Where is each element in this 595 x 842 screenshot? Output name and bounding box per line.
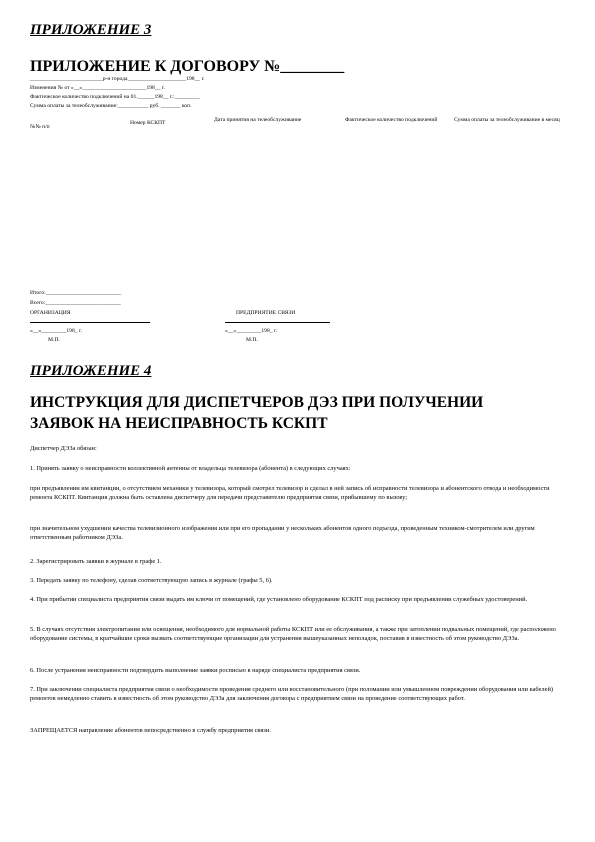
- col-header-kskpt: Номер КСКПТ: [130, 120, 166, 126]
- col-header-num: №№ п/п: [30, 124, 50, 130]
- paragraph-7: 7. При заключении специалиста предприятия связи о необходимости проведения среднего или восстановительного (при поломании или умышленном повреждении оборудования или кабелей) ремонтов немедленно ставить в известность об этом руководство ДЭЗа для заключения договора с предприятием связи на проведение соответствующих работ.: [30, 686, 553, 702]
- change-line: Изменения № от «__»_______________________198__ г.: [30, 85, 165, 91]
- col-header-date: Дата принятия на телеобслуживание: [214, 117, 302, 123]
- actual-count-line: Фактическое количество подключений на 01.______198__ г.:_________: [30, 94, 200, 100]
- all-line: Всего:___________________________: [30, 300, 121, 306]
- paragraph-1b: при значительном ухудшении качества телевизионного изображения или при его пропадании у нескольких абонентов одного подъезда, проведенным техником-смотрителем или другим ответственным работником ДЭЗа.: [30, 525, 535, 541]
- paragraph-2: 2. Зарегистрировать заявки в журнале в графе 1.: [30, 558, 162, 565]
- paragraph-6: 6. После устранения неисправности подтвердить выполнение заявки росписью в наряде специалиста предприятия связи.: [30, 667, 361, 674]
- payment-sum-line: Сумма оплаты за телеобслуживание:___________ руб. _______ коп.: [30, 103, 192, 109]
- appendix-3-heading: ПРИЛОЖЕНИЕ 3: [30, 22, 152, 38]
- stamp-place-right: М.П.: [246, 337, 258, 343]
- instruction-title-line1: ИНСТРУКЦИЯ ДЛЯ ДИСПЕТЧЕРОВ ДЭЗ ПРИ ПОЛУЧЕНИИ: [30, 394, 484, 411]
- city-line: __________________________р-н города_____________________198__ г.: [30, 76, 205, 82]
- col-header-sum: Сумма оплаты за телеобслуживание в месяц: [454, 117, 560, 123]
- contract-title: ПРИЛОЖЕНИЕ К ДОГОВОРУ №________: [30, 58, 345, 75]
- paragraph-1a: при предъявлении им квитанции, о отсутствием механики у телевизора, который смотрел телевизор и сделал в ней запись об исправности телевизора и абонентского отвода и необходимости ремонта КСКПТ. Квитанция должна быть оставлена диспетчеру для передачи представителю предприятия связи, прибывшему по вызову;: [30, 485, 550, 501]
- paragraph-4: 4. При прибытии специалиста предприятия связи выдать им ключи от помещений, где установлено оборудование КСКПТ под расписку при предъявлении служебных удостоверений.: [30, 596, 528, 603]
- svyaz-date: «__»_________198_ г.: [225, 328, 278, 334]
- stamp-place-left: М.П.: [48, 337, 60, 343]
- total-line: Итого:___________________________: [30, 290, 122, 296]
- instruction-title-line2: ЗАЯВОК НА НЕИСПРАВНОСТЬ КСКПТ: [30, 415, 328, 432]
- svyaz-signature-line: [225, 322, 330, 323]
- org-date: «__»_________198_ г.: [30, 328, 83, 334]
- instruction-intro: Диспетчер ДЭЗа обязан:: [30, 445, 97, 452]
- col-header-actual: Фактическое количество подключений: [345, 117, 438, 123]
- paragraph-5: 5. В случаях отсутствия электропитания или освещения, необходимого для нормальной работы КСКПТ или ее обслуживания, а также при затоплении подвальных помещений, где расположено оборудование системы, в кратчайшие сроки вызвать соответствующие организации для устранения вышеуказанных неполадок, поставив в известность об этом руководство ДЭЗа.: [30, 626, 556, 642]
- svyaz-label: ПРЕДПРИЯТИЕ СВЯЗИ: [236, 310, 296, 316]
- org-signature-line: [30, 322, 150, 323]
- organization-label: ОРГАНИЗАЦИЯ: [30, 310, 71, 316]
- paragraph-1: 1. Принять заявку о неисправности коллективной антенны от владельца телевизора (абонента) в следующих случаях:: [30, 465, 351, 472]
- appendix-4-heading: ПРИЛОЖЕНИЕ 4: [30, 363, 152, 379]
- paragraph-3: 3. Передать заявку по телефону, сделав соответствующую запись в журнале (графы 5, 6).: [30, 577, 273, 584]
- paragraph-8: ЗАПРЕЩАЕТСЯ направление абонентов непосредственно в службу предприятия связи.: [30, 727, 271, 734]
